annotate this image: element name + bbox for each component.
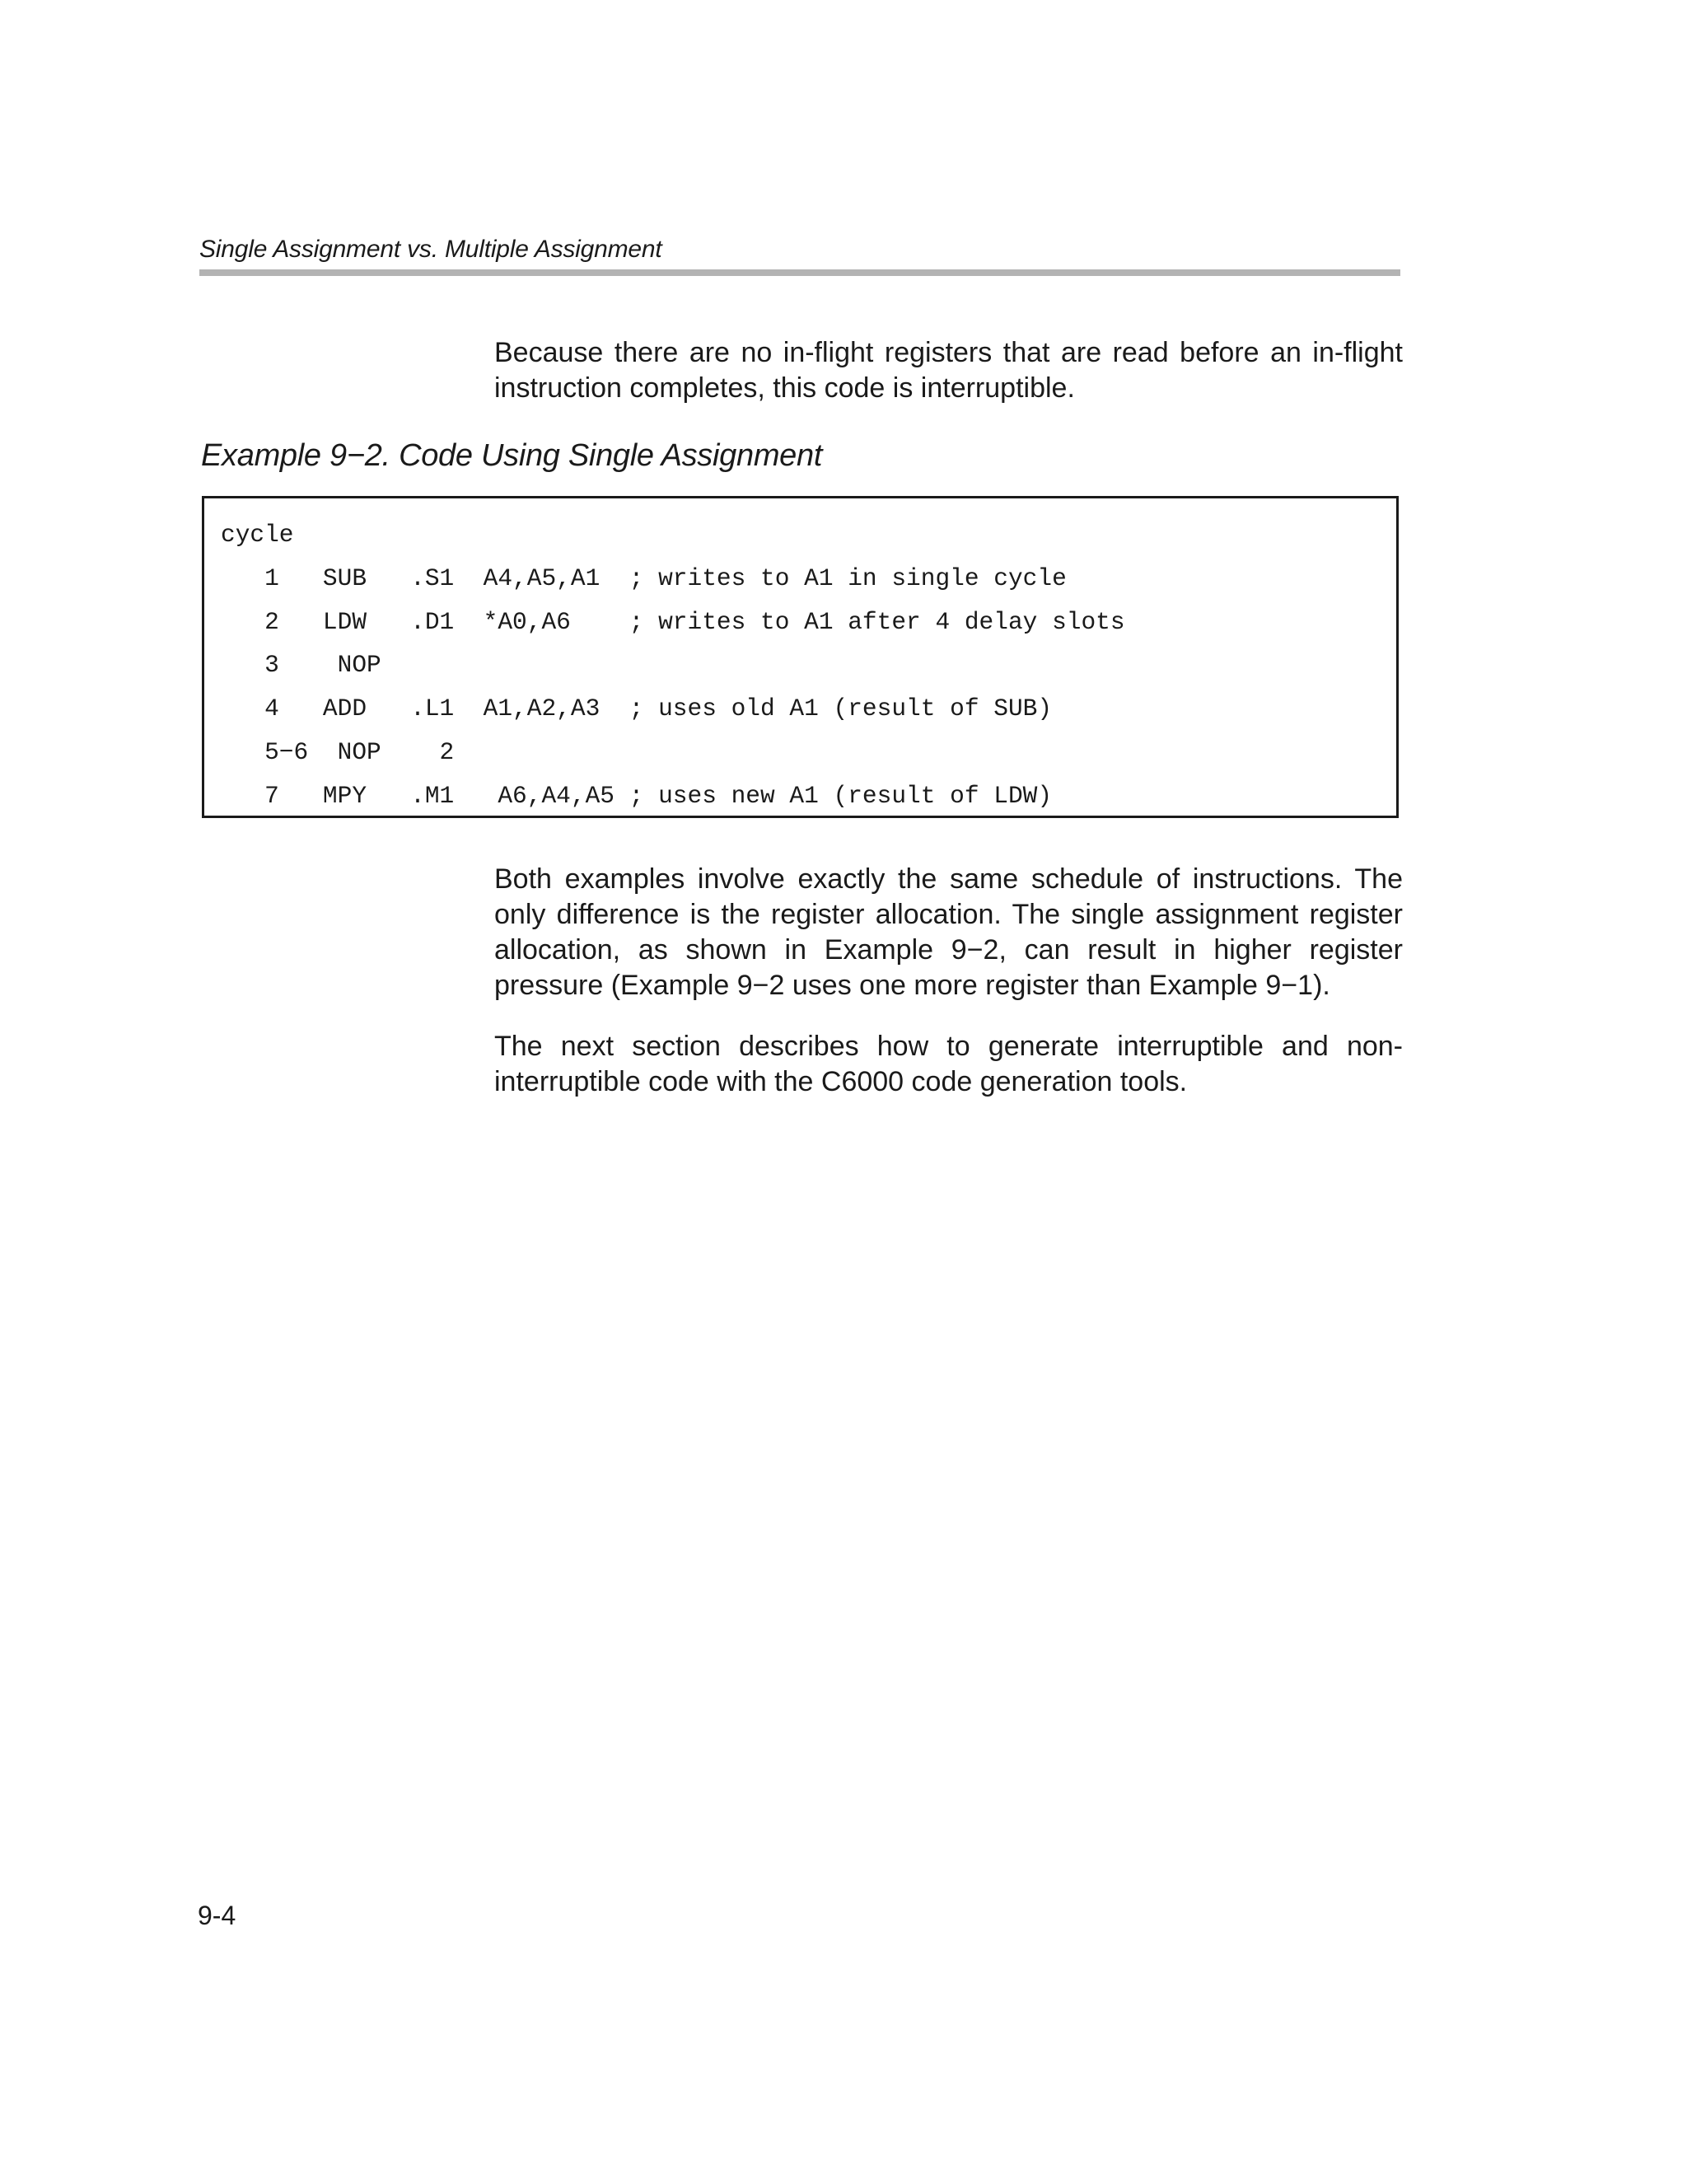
example-caption: Example 9−2. Code Using Single Assignment: [201, 438, 823, 473]
intro-paragraph: Because there are no in-flight registers that are read before an in-flight instruction completes, this code is interruptible.: [494, 337, 1403, 404]
body-paragraph: The next section describes how to generate interruptible and non-interruptible code with the C6000 code generation tools.: [494, 1031, 1403, 1097]
code-line: 3 NOP: [221, 651, 381, 680]
code-line: 1 SUB .S1 A4,A5,A1 ; writes to A1 in single cycle: [221, 564, 1067, 592]
code-listing-box: [202, 496, 1399, 818]
code-line: 5−6 NOP 2: [221, 737, 455, 766]
code-listing: [221, 513, 1125, 818]
body-paragraph: Both examples involve exactly the same schedule of instructions. The only difference is the register allocation. The single assignment register allocation, as shown in Example 9−2, can result in higher register pressure (Example 9−2 uses one more register than Example 9−1).: [494, 863, 1403, 1001]
running-header-title: Single Assignment vs. Multiple Assignment: [199, 236, 662, 263]
page-number: 9-4: [198, 1901, 236, 1930]
code-line-header: cycle: [221, 521, 294, 549]
code-line: 4 ADD .L1 A1,A2,A3 ; uses old A1 (result of SUB): [221, 694, 1053, 723]
code-line: 2 LDW .D1 *A0,A6 ; writes to A1 after 4 delay slots: [221, 607, 1125, 636]
code-line: 7 MPY .M1 A6,A4,A5 ; uses new A1 (result of LDW): [221, 781, 1053, 810]
header-rule: [199, 269, 1400, 276]
